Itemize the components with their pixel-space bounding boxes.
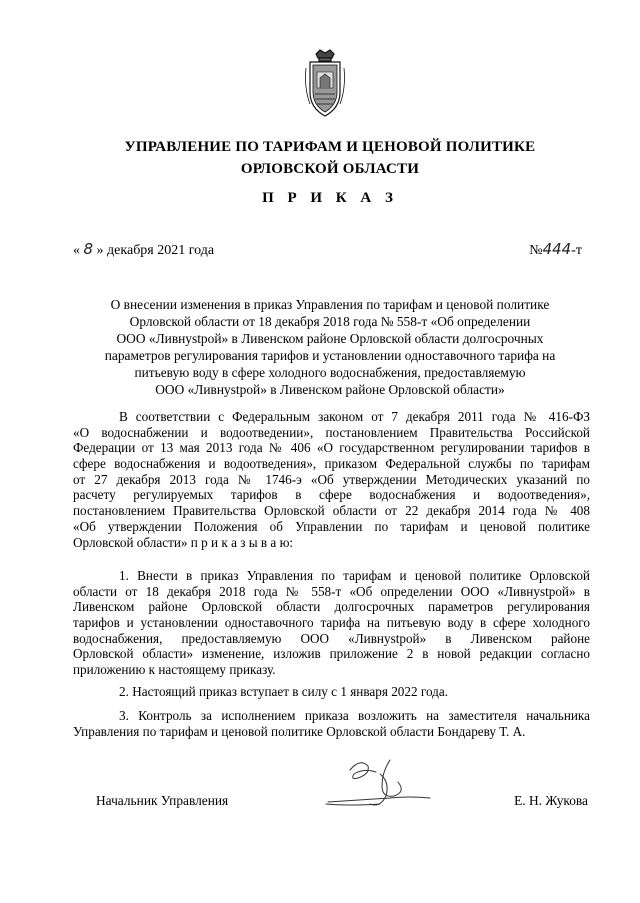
organization-name-line1: УПРАВЛЕНИЕ ПО ТАРИФАМ И ЦЕНОВОЙ ПОЛИТИКЕ bbox=[124, 139, 536, 155]
order-date bbox=[73, 240, 214, 259]
subject-line: питьевую воду в сфере холодного водоснабжения, предоставляемую bbox=[134, 365, 526, 380]
subject-line: параметров регулирования тарифов и установлении одноставочного тарифа на bbox=[104, 348, 556, 363]
subject-line: ООО «Ливнystрой» в Ливенском районе Орловской области» bbox=[155, 382, 505, 397]
date-open-quote: « bbox=[73, 243, 80, 258]
number-prefix: № bbox=[529, 243, 543, 258]
preamble-line: Орловской области» п р и к а з ы в а ю: bbox=[73, 534, 294, 550]
item-3-line: 3. Контроль за исполнением приказа возложить на заместителя начальника bbox=[119, 708, 590, 723]
item-1-line: области от 18 декабря 2018 года № 558-т «Об определении ООО «Ливнystрой» в bbox=[73, 583, 590, 599]
item-1-line: приложению к настоящему приказу. bbox=[73, 662, 276, 678]
item-1-line: Орловской области» изменение, изложив приложение 2 в новой редакции согласно bbox=[73, 646, 590, 662]
preamble-line: В соответствии с Федеральным законом от 7 декабря 2011 года № 416-ФЗ bbox=[119, 409, 590, 424]
subject-line: ООО «Ливнystрой» в Ливенском районе Орловской области долгосрочных bbox=[116, 331, 544, 346]
preamble-line: Федерации от 13 мая 2013 года № 406 «О государственном регулировании тарифов в bbox=[73, 440, 590, 456]
preamble-paragraph bbox=[73, 409, 590, 550]
handwritten-signature bbox=[320, 752, 440, 812]
preamble-line: расчету регулируемых тарифов в сфере водоснабжения и водоотведения», bbox=[73, 487, 590, 503]
item-1-line: Ливенском районе Орловской области долгосрочных параметров регулирования bbox=[73, 599, 590, 615]
date-day-handwritten: 8 bbox=[83, 240, 94, 258]
coat-of-arms-emblem bbox=[302, 48, 348, 120]
item-1-line: 1. Внести в приказ Управления по тарифам и ценовой политике Орловской bbox=[119, 568, 590, 583]
organization-name-line2: ОРЛОВСКОЙ ОБЛАСТИ bbox=[240, 161, 420, 177]
signatory-position: Начальник Управления bbox=[96, 793, 229, 808]
preamble-line: сфере водоснабжения и водоотведения», приказом Федеральной службы по тарифам bbox=[73, 456, 590, 472]
preamble-line: «Об утверждении Положения об Управлении по тарифам и ценовой политике bbox=[73, 518, 590, 534]
order-subject bbox=[80, 296, 580, 398]
item-1-line: тарифов и установлении одноставочного тарифа на питьевую воду в сфере холодного bbox=[73, 615, 590, 631]
preamble-line: «О водоснабжении и водоотведении», постановлением Правительства Российской bbox=[73, 424, 590, 440]
item-3-paragraph bbox=[73, 708, 590, 739]
subject-line: О внесении изменения в приказ Управления по тарифам и ценовой политике bbox=[110, 297, 550, 312]
signatory-name: Е. Н. Жукова bbox=[514, 793, 588, 808]
item-2-paragraph bbox=[73, 684, 590, 700]
item-1-line: водоснабжения, предоставляемую ООО «Ливнystрой» в Ливенском районе bbox=[73, 630, 590, 646]
preamble-line: от 27 декабря 2013 года № 1746-э «Об утверждении Методических указаний по bbox=[73, 471, 590, 487]
order-number bbox=[529, 240, 582, 259]
item-3-line: Управления по тарифам и ценовой политике Орловской области Бондареву Т. А. bbox=[73, 723, 526, 739]
document-title: П Р И К А З bbox=[262, 190, 398, 206]
date-rest: » декабря 2021 года bbox=[96, 243, 215, 258]
number-suffix: -т bbox=[571, 243, 582, 258]
number-handwritten: 444 bbox=[542, 240, 572, 258]
preamble-line: постановлением Правительства Орловской области от 22 декабря 2014 года № 408 bbox=[73, 503, 590, 519]
subject-line: Орловской области от 18 декабря 2018 года № 558-т «Об определении bbox=[129, 314, 531, 329]
item-2-line: 2. Настоящий приказ вступает в силу с 1 января 2022 года. bbox=[119, 684, 449, 699]
item-1-paragraph bbox=[73, 568, 590, 678]
